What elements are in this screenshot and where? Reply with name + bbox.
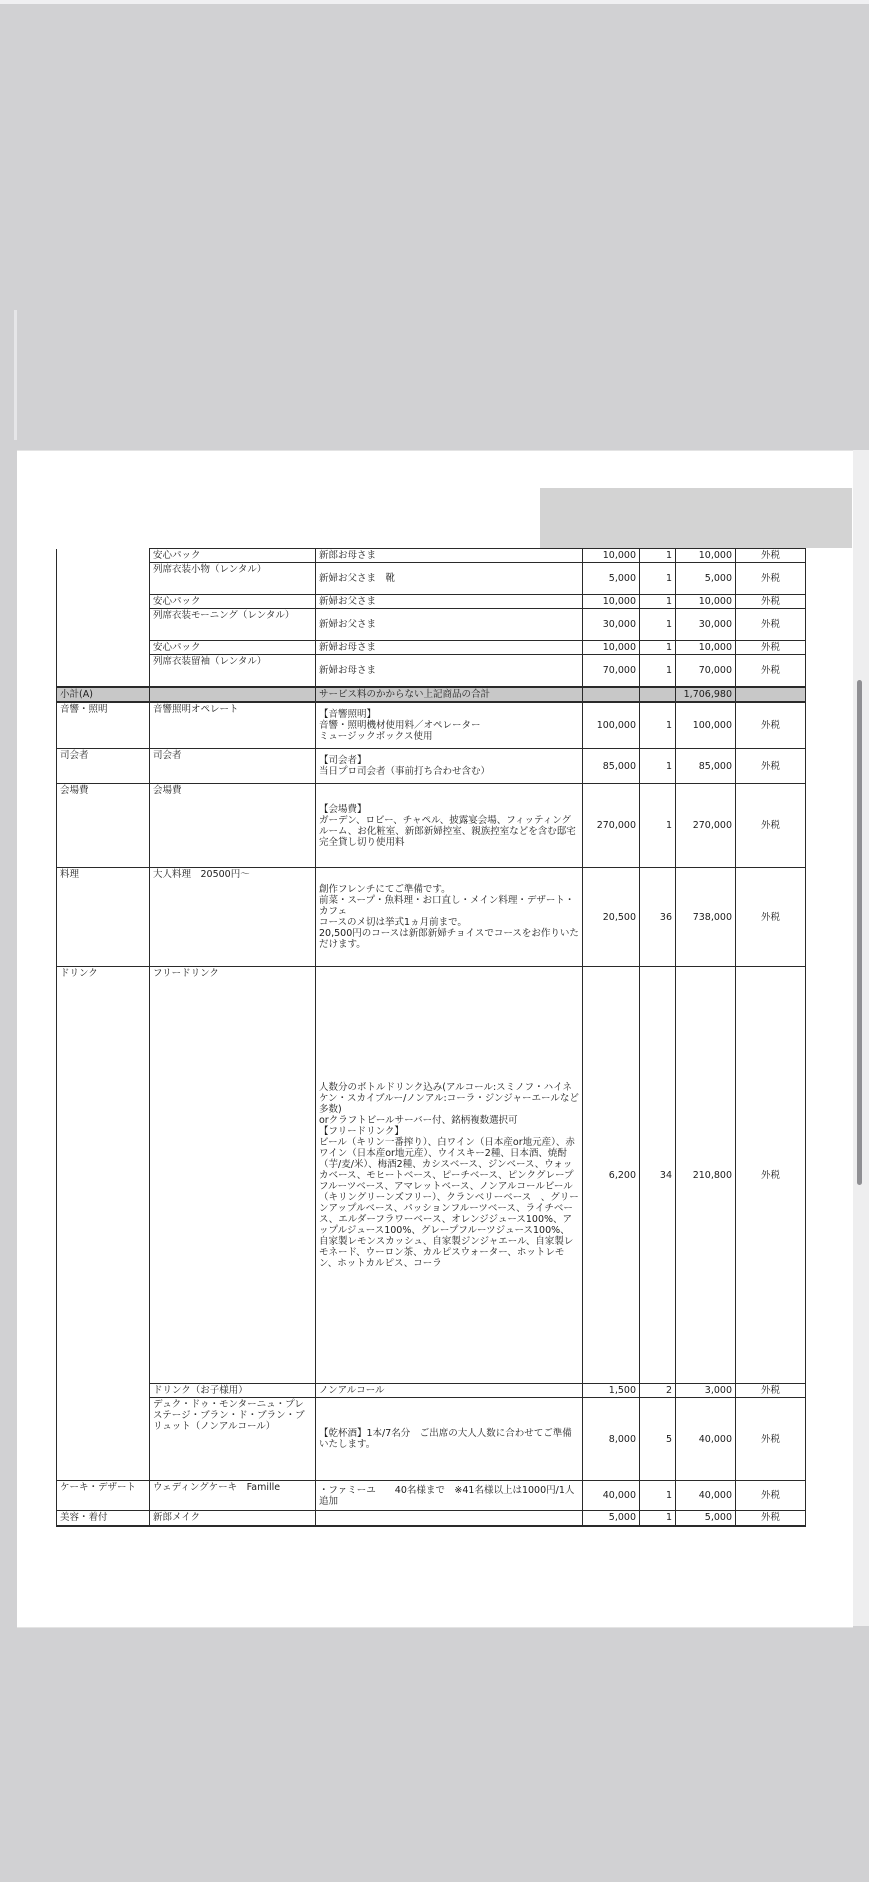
subtotal-label: 小計(A) (57, 687, 150, 702)
item-description: 【音響照明】 音響・照明機材使用料／オペレーター ミュージックボックス使用 (316, 702, 583, 749)
unit-price: 10,000 (583, 549, 640, 563)
item-name: 新郎メイク (150, 1511, 316, 1526)
tax-type: 外税 (736, 1481, 806, 1511)
table-row (57, 609, 806, 641)
item-name: デュク・ドゥ・モンターニュ・プレステージ・ブラン・ド・ブラン・ブリュット（ノンアルコール） (150, 1398, 316, 1481)
quantity: 5 (640, 1398, 676, 1481)
tax-type: 外税 (736, 784, 806, 868)
unit-price: 40,000 (583, 1481, 640, 1511)
item-name: 安心パック (150, 595, 316, 609)
amount: 70,000 (676, 655, 736, 687)
unit-price: 85,000 (583, 749, 640, 784)
quantity: 1 (640, 563, 676, 595)
quantity: 1 (640, 655, 676, 687)
item-name: 列席衣装モーニング（レンタル） (150, 609, 316, 641)
subtotal-description: サービス料のかからない上記商品の合計 (316, 687, 583, 702)
tax-type: 外税 (736, 609, 806, 641)
item-description: 【司会者】 当日プロ司会者（事前打ち合わせ含む） (316, 749, 583, 784)
subtotal-row (57, 687, 806, 702)
quantity: 1 (640, 784, 676, 868)
amount: 5,000 (676, 1511, 736, 1526)
item-description: 【乾杯酒】1本/7名分 ご出席の大人人数に合わせてご準備いたします。 (316, 1398, 583, 1481)
category-cell (57, 1384, 150, 1398)
category-cell: 音響・照明 (57, 702, 150, 749)
table-row (57, 1481, 806, 1511)
quantity: 1 (640, 595, 676, 609)
category-cell: 会場費 (57, 784, 150, 868)
category-cell (57, 563, 150, 595)
item-name: ドリンク（お子様用） (150, 1384, 316, 1398)
tax-type: 外税 (736, 563, 806, 595)
table-row (57, 595, 806, 609)
item-description: 新婦お母さま (316, 641, 583, 655)
quantity (640, 687, 676, 702)
top-strip (0, 0, 869, 4)
subtotal-amount: 1,706,980 (676, 687, 736, 702)
item-name: 大人料理 20500円～ (150, 868, 316, 967)
amount: 3,000 (676, 1384, 736, 1398)
amount: 10,000 (676, 595, 736, 609)
category-cell: 司会者 (57, 749, 150, 784)
tax-type: 外税 (736, 868, 806, 967)
category-cell (57, 655, 150, 687)
tax-type: 外税 (736, 967, 806, 1384)
amount: 10,000 (676, 641, 736, 655)
item-description (316, 1511, 583, 1526)
category-cell (57, 609, 150, 641)
item-name: ウェディングケーキ Famille (150, 1481, 316, 1511)
quantity: 1 (640, 641, 676, 655)
amount: 10,000 (676, 549, 736, 563)
amount: 40,000 (676, 1481, 736, 1511)
item-description: 新婦お父さま (316, 609, 583, 641)
estimate-table (56, 548, 806, 1527)
quantity: 36 (640, 868, 676, 967)
category-cell (57, 549, 150, 563)
category-cell (57, 641, 150, 655)
quantity: 1 (640, 1481, 676, 1511)
category-cell (57, 1398, 150, 1481)
unit-price: 70,000 (583, 655, 640, 687)
item-description: 新婦お父さま (316, 595, 583, 609)
item-name: フリードリンク (150, 967, 316, 1384)
item-name: 音響照明オペレート (150, 702, 316, 749)
table-row (57, 967, 806, 1384)
item-description: 新婦お母さま (316, 655, 583, 687)
table-row (57, 1384, 806, 1398)
item-description: 人数分のボトルドリンク込み(アルコール:スミノフ・ハイネケン・スカイブルー/ノンアル:コーラ・ジンジャーエールなど多数) orクラフトビールサーバー付、銘柄複数選択可 【フリードリンク】 ビール（キリン一番搾り）、白ワイン（日本産or地元産）、赤ワイン（日本産or地元産）、ウイスキー2種、日本酒、焼酎（芋/麦/米）、梅酒2種、カシスベース、ジンベース、ウォッカベース、モヒートベース、ピーチベース、ピンクグレープフルーツベース、アマレットベース、ノンアルコールビール（キリングリーンズフリー）、クランベリーベース 、グリーンアップルベース、パッションフルーツベース、ライチベース、エルダーフラワーベース、オレンジジュース100%、アップルジュース100%、グレープフルーツジュース100%、自家製レモンスカッシュ、自家製ジンジャエール、自家製レモネード、ウーロン茶、カルピスウォーター、ホットレモン、ホットカルピス、コーラ (316, 967, 583, 1384)
table-row (57, 549, 806, 563)
unit-price: 6,200 (583, 967, 640, 1384)
category-cell: 料理 (57, 868, 150, 967)
redacted-block (540, 488, 852, 548)
table-row (57, 1398, 806, 1481)
item-name: 司会者 (150, 749, 316, 784)
category-cell: 美容・着付 (57, 1511, 150, 1526)
table-row (57, 749, 806, 784)
quantity: 34 (640, 967, 676, 1384)
table-row (57, 563, 806, 595)
quantity: 1 (640, 609, 676, 641)
amount: 270,000 (676, 784, 736, 868)
amount: 85,000 (676, 749, 736, 784)
item-name (150, 687, 316, 702)
tax-type: 外税 (736, 655, 806, 687)
tax-type: 外税 (736, 702, 806, 749)
item-description: 【会場費】 ガーデン、ロビー、チャペル、披露宴会場、フィッティングルーム、お化粧室、新郎新婦控室、親族控室などを含む邸宅完全貸し切り使用料 (316, 784, 583, 868)
category-cell: ケーキ・デザート (57, 1481, 150, 1511)
tax-type: 外税 (736, 749, 806, 784)
item-description: 新郎お母さま (316, 549, 583, 563)
item-description: 新婦お父さま 靴 (316, 563, 583, 595)
tax-type: 外税 (736, 1511, 806, 1526)
category-cell (57, 595, 150, 609)
item-name: 列席衣装留袖（レンタル） (150, 655, 316, 687)
amount: 5,000 (676, 563, 736, 595)
table-row (57, 784, 806, 868)
unit-price (583, 687, 640, 702)
amount: 30,000 (676, 609, 736, 641)
item-name: 列席衣装小物（レンタル） (150, 563, 316, 595)
table-row (57, 868, 806, 967)
tax-type: 外税 (736, 1384, 806, 1398)
amount: 100,000 (676, 702, 736, 749)
tax-type: 外税 (736, 595, 806, 609)
unit-price: 5,000 (583, 1511, 640, 1526)
table-row (57, 1511, 806, 1526)
unit-price: 270,000 (583, 784, 640, 868)
item-description: ・ファミーユ 40名様まで ※41名様以上は1000円/1人追加 (316, 1481, 583, 1511)
tax-type: 外税 (736, 1398, 806, 1481)
quantity: 1 (640, 549, 676, 563)
unit-price: 8,000 (583, 1398, 640, 1481)
unit-price: 1,500 (583, 1384, 640, 1398)
unit-price: 10,000 (583, 641, 640, 655)
amount: 210,800 (676, 967, 736, 1384)
quantity: 2 (640, 1384, 676, 1398)
quantity: 1 (640, 702, 676, 749)
unit-price: 100,000 (583, 702, 640, 749)
page-edge-left (14, 310, 17, 440)
item-name: 安心パック (150, 549, 316, 563)
tax-type: 外税 (736, 641, 806, 655)
unit-price: 5,000 (583, 563, 640, 595)
unit-price: 30,000 (583, 609, 640, 641)
item-description: ノンアルコール (316, 1384, 583, 1398)
category-cell: ドリンク (57, 967, 150, 1384)
table-row (57, 655, 806, 687)
tax-type: 外税 (736, 549, 806, 563)
item-name: 会場費 (150, 784, 316, 868)
item-description: 創作フレンチにてご準備です。 前菜・スープ・魚料理・お口直し・メイン料理・デザート・カフェ コースのメ切は挙式1ヵ月前まで。 20,500円のコースは新郎新婦チョイスでコースをお作りいただけます。 (316, 868, 583, 967)
unit-price: 10,000 (583, 595, 640, 609)
tax-type (736, 687, 806, 702)
item-name: 安心パック (150, 641, 316, 655)
vertical-scrollbar[interactable] (857, 680, 862, 1185)
amount: 738,000 (676, 868, 736, 967)
quantity: 1 (640, 749, 676, 784)
amount: 40,000 (676, 1398, 736, 1481)
table-row (57, 702, 806, 749)
table-row (57, 641, 806, 655)
quantity: 1 (640, 1511, 676, 1526)
unit-price: 20,500 (583, 868, 640, 967)
